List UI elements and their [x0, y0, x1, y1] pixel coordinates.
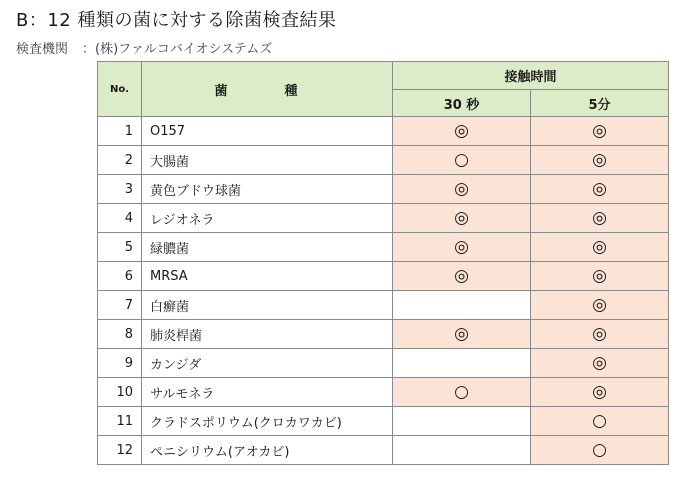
result-30s: ○: [393, 146, 531, 175]
species-name: MRSA: [142, 262, 393, 291]
result-30s: ◎: [393, 204, 531, 233]
species-name: サルモネラ: [142, 378, 393, 407]
header-5m: 5分: [531, 90, 669, 117]
results-table: [97, 61, 669, 465]
table-row: [98, 349, 669, 378]
header-contact-time: 接触時間: [393, 62, 669, 90]
result-5m: ◎: [531, 320, 669, 349]
table-body: [98, 117, 669, 465]
row-number: 2: [98, 146, 142, 175]
result-30s: [393, 436, 531, 465]
species-name: 大腸菌: [142, 146, 393, 175]
result-30s: [393, 349, 531, 378]
result-30s: ◎: [393, 233, 531, 262]
species-name: 白癬菌: [142, 291, 393, 320]
page-title: B：12 種類の菌に対する除菌検査結果: [16, 10, 337, 31]
species-name: ペニシリウム(アオカビ): [142, 436, 393, 465]
result-5m: ◎: [531, 146, 669, 175]
result-5m: ◎: [531, 204, 669, 233]
row-number: 11: [98, 407, 142, 436]
row-number: 8: [98, 320, 142, 349]
header-30s: 30 秒: [393, 90, 531, 117]
table-row: [98, 436, 669, 465]
result-30s: [393, 407, 531, 436]
organization-label: 検査機関: [16, 42, 69, 57]
table-row: [98, 407, 669, 436]
organization-value: ：(株)ファルコバイオシステムズ: [82, 42, 273, 57]
result-30s: ◎: [393, 262, 531, 291]
row-number: 6: [98, 262, 142, 291]
table-row: [98, 291, 669, 320]
species-name: クラドスポリウム(クロカワカビ): [142, 407, 393, 436]
result-30s: [393, 291, 531, 320]
table-row: [98, 175, 669, 204]
species-name: 緑膿菌: [142, 233, 393, 262]
result-5m: ◎: [531, 262, 669, 291]
row-number: 10: [98, 378, 142, 407]
table-row: [98, 378, 669, 407]
result-5m: ◎: [531, 378, 669, 407]
table-row: [98, 262, 669, 291]
table-row: [98, 320, 669, 349]
result-5m: ◎: [531, 349, 669, 378]
species-name: 黄色ブドウ球菌: [142, 175, 393, 204]
row-number: 3: [98, 175, 142, 204]
result-5m: ◎: [531, 291, 669, 320]
result-5m: ○: [531, 407, 669, 436]
row-number: 7: [98, 291, 142, 320]
result-30s: ◎: [393, 175, 531, 204]
row-number: 9: [98, 349, 142, 378]
result-30s: ◎: [393, 320, 531, 349]
result-5m: ◎: [531, 233, 669, 262]
table-row: [98, 117, 669, 146]
result-30s: ◎: [393, 117, 531, 146]
row-number: 5: [98, 233, 142, 262]
species-name: カンジダ: [142, 349, 393, 378]
row-number: 1: [98, 117, 142, 146]
row-number: 4: [98, 204, 142, 233]
result-5m: ◎: [531, 117, 669, 146]
header-species: [142, 62, 393, 117]
table-row: [98, 233, 669, 262]
header-species-label: 菌 種: [214, 83, 320, 99]
row-number: 12: [98, 436, 142, 465]
result-30s: ○: [393, 378, 531, 407]
species-name: 肺炎桿菌: [142, 320, 393, 349]
result-5m: ◎: [531, 175, 669, 204]
table-row: [98, 204, 669, 233]
testing-organization: [16, 38, 272, 57]
table-row: [98, 146, 669, 175]
header-no: No.: [98, 62, 142, 117]
species-name: レジオネラ: [142, 204, 393, 233]
species-name: O157: [142, 117, 393, 146]
result-5m: ○: [531, 436, 669, 465]
